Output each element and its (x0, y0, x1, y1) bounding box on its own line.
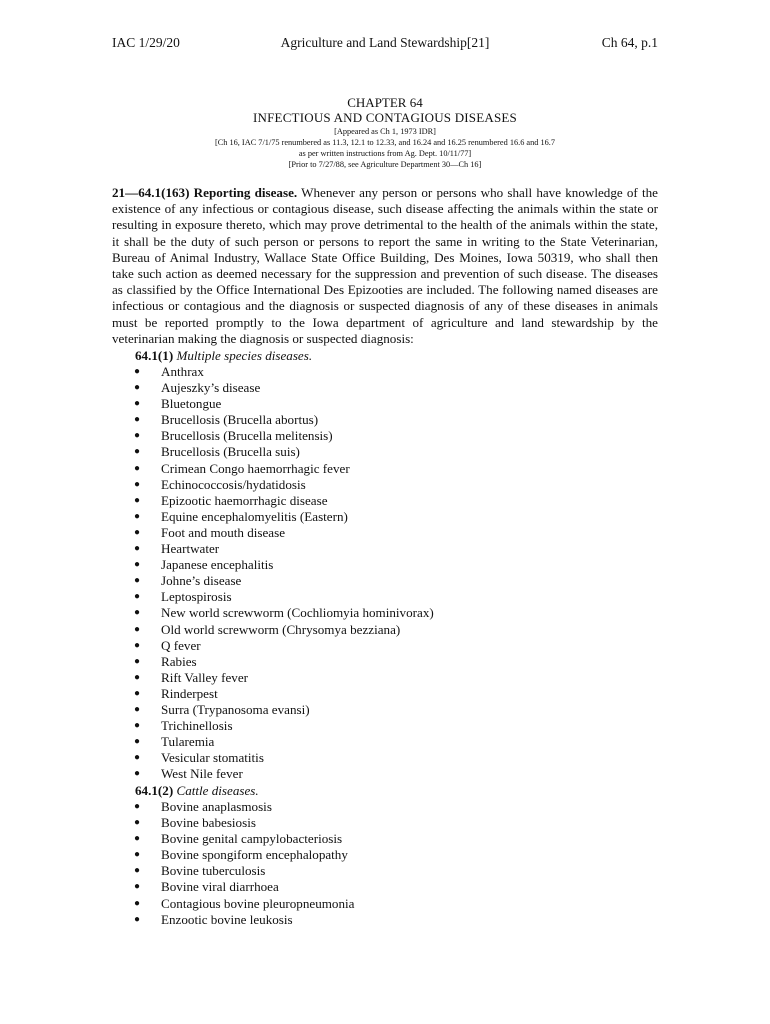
bullet-icon: ● (134, 671, 141, 683)
history-line: as per written instructions from Ag. Dept. 10/11/77] (298, 149, 472, 158)
disease-name: Bluetongue (161, 396, 222, 412)
subrule-heading-2 (135, 783, 259, 799)
bullet-icon: ● (134, 478, 141, 490)
rule-64-1-paragraph (112, 185, 658, 347)
bullet-icon: ● (134, 817, 141, 829)
disease-name: New world screwworm (Cochliomyia hominivorax) (161, 605, 434, 621)
disease-name: Leptospirosis (161, 589, 232, 605)
bullet-icon: ● (134, 801, 141, 812)
bullet-icon: ● (134, 591, 141, 603)
bullet-icon: ● (134, 703, 141, 715)
bullet-icon: ● (134, 559, 141, 571)
disease-name: Brucellosis (Brucella melitensis) (161, 428, 333, 444)
disease-name: Bovine genital campylobacteriosis (161, 831, 343, 847)
disease-name: Equine encephalomyelitis (Eastern) (161, 508, 348, 524)
chapter-title: INFECTIOUS AND CONTAGIOUS DISEASES (253, 110, 517, 125)
disease-name: Japanese encephalitis (161, 557, 274, 573)
disease-name: Epizootic haemorrhagic disease (161, 492, 328, 508)
disease-name: Crimean Congo haemorrhagic fever (161, 460, 350, 476)
header-agency: Agriculture and Land Stewardship[21] (280, 35, 490, 50)
disease-name: Bovine viral diarrhoea (161, 879, 279, 895)
subrule-heading-1 (135, 348, 312, 364)
bullet-icon: ● (134, 752, 141, 764)
bullet-icon: ● (134, 510, 141, 522)
disease-name: Echinococcosis/hydatidosis (161, 476, 306, 492)
disease-name: Aujeszky’s disease (161, 380, 261, 396)
disease-name: Brucellosis (Brucella abortus) (161, 412, 319, 428)
subrule-number: 64.1(1) (135, 348, 174, 363)
chapter-history (112, 126, 658, 170)
disease-name: Rinderpest (161, 685, 218, 701)
disease-name: Foot and mouth disease (161, 524, 286, 540)
bullet-icon: ● (134, 575, 141, 587)
bullet-icon: ● (134, 543, 141, 555)
bullet-icon: ● (134, 849, 141, 861)
bullet-icon: ● (134, 526, 141, 538)
disease-name: Bovine spongiform encephalopathy (161, 847, 348, 863)
disease-name: Heartwater (161, 541, 220, 557)
bullet-icon: ● (134, 865, 141, 877)
header-page-ref: Ch 64, p.1 (601, 35, 658, 50)
history-line: [Appeared as Ch 1, 1973 IDR] (334, 127, 436, 136)
disease-name: Old world screwworm (Chrysomya bezziana) (161, 621, 401, 637)
disease-name: Rift Valley fever (161, 669, 249, 685)
header-date: IAC 1/29/20 (112, 35, 180, 50)
rule-body: Whenever any person or persons who shall have knowledge of the existence of any infectious or contagious disease, such disease affecting the animals within the state or resulting in exposure thereto, which may prove detrimental to the health of the animals within the state, it shall be the duty of such person or persons to report the same in writing to the State Veterinarian, Bureau of Animal Industry, Wallace State Office Building, Des Moines, Iowa 50319, who shall then take such action as deemed necessary for the suppression and prevention of such disease. The diseases as classified by the Office International Des Epizooties are included. The following named diseases are infectious or contagious and the diagnosis or suspected diagnosis of any of these diseases in animals must be reported promptly to the Iowa department of agriculture and land stewardship by the veterinarian making the diagnosis or suspected diagnosis: (112, 185, 658, 346)
history-line: [Ch 16, IAC 7/1/75 renumbered as 11.3, 12.1 to 12.33, and 16.24 and 16.25 renumbered 16.6 and 16.7 (214, 138, 556, 147)
bullet-icon: ● (134, 720, 141, 732)
rule-number: 21—64.1(163) (112, 185, 190, 200)
disease-name: Anthrax (161, 364, 204, 379)
disease-name: Vesicular stomatitis (161, 750, 264, 766)
bullet-icon: ● (134, 736, 141, 748)
bullet-icon: ● (134, 414, 141, 426)
disease-name: West Nile fever (161, 766, 243, 782)
bullet-icon: ● (134, 833, 141, 845)
history-line: [Prior to 7/27/88, see Agriculture Department 30—Ch 16] (288, 160, 482, 169)
disease-name: Brucellosis (Brucella suis) (161, 444, 300, 460)
disease-name: Q fever (161, 637, 201, 653)
bullet-icon: ● (134, 366, 141, 377)
disease-name: Bovine babesiosis (161, 815, 256, 831)
bullet-icon: ● (134, 655, 141, 667)
rule-heading: Reporting disease. (193, 185, 298, 200)
bullet-icon: ● (134, 382, 141, 394)
bullet-icon: ● (134, 462, 141, 474)
disease-name: Tularemia (161, 734, 215, 750)
disease-name: Bovine anaplasmosis (161, 799, 272, 814)
bullet-icon: ● (134, 398, 141, 410)
chapter-heading (112, 95, 658, 170)
disease-name: Trichinellosis (161, 718, 233, 734)
subrule-number: 64.1(2) (135, 783, 174, 798)
bullet-icon: ● (134, 913, 141, 925)
bullet-icon: ● (134, 494, 141, 506)
disease-name: Johne’s disease (161, 573, 242, 589)
disease-name: Rabies (161, 653, 197, 669)
subrule-title: Cattle diseases. (176, 783, 259, 798)
subrule-title: Multiple species diseases. (176, 348, 313, 363)
bullet-icon: ● (134, 881, 141, 893)
bullet-icon: ● (134, 430, 141, 442)
bullet-icon: ● (134, 768, 141, 780)
bullet-icon: ● (134, 623, 141, 635)
bullet-icon: ● (134, 639, 141, 651)
disease-name: Contagious bovine pleuropneumonia (161, 895, 355, 911)
bullet-icon: ● (134, 607, 141, 619)
running-header (112, 35, 658, 51)
chapter-number: CHAPTER 64 (347, 95, 423, 110)
disease-name: Enzootic bovine leukosis (161, 911, 293, 927)
bullet-icon: ● (134, 687, 141, 699)
disease-name: Surra (Trypanosoma evansi) (161, 701, 310, 717)
bullet-icon: ● (134, 446, 141, 458)
disease-name: Bovine tuberculosis (161, 863, 266, 879)
bullet-icon: ● (134, 897, 141, 909)
